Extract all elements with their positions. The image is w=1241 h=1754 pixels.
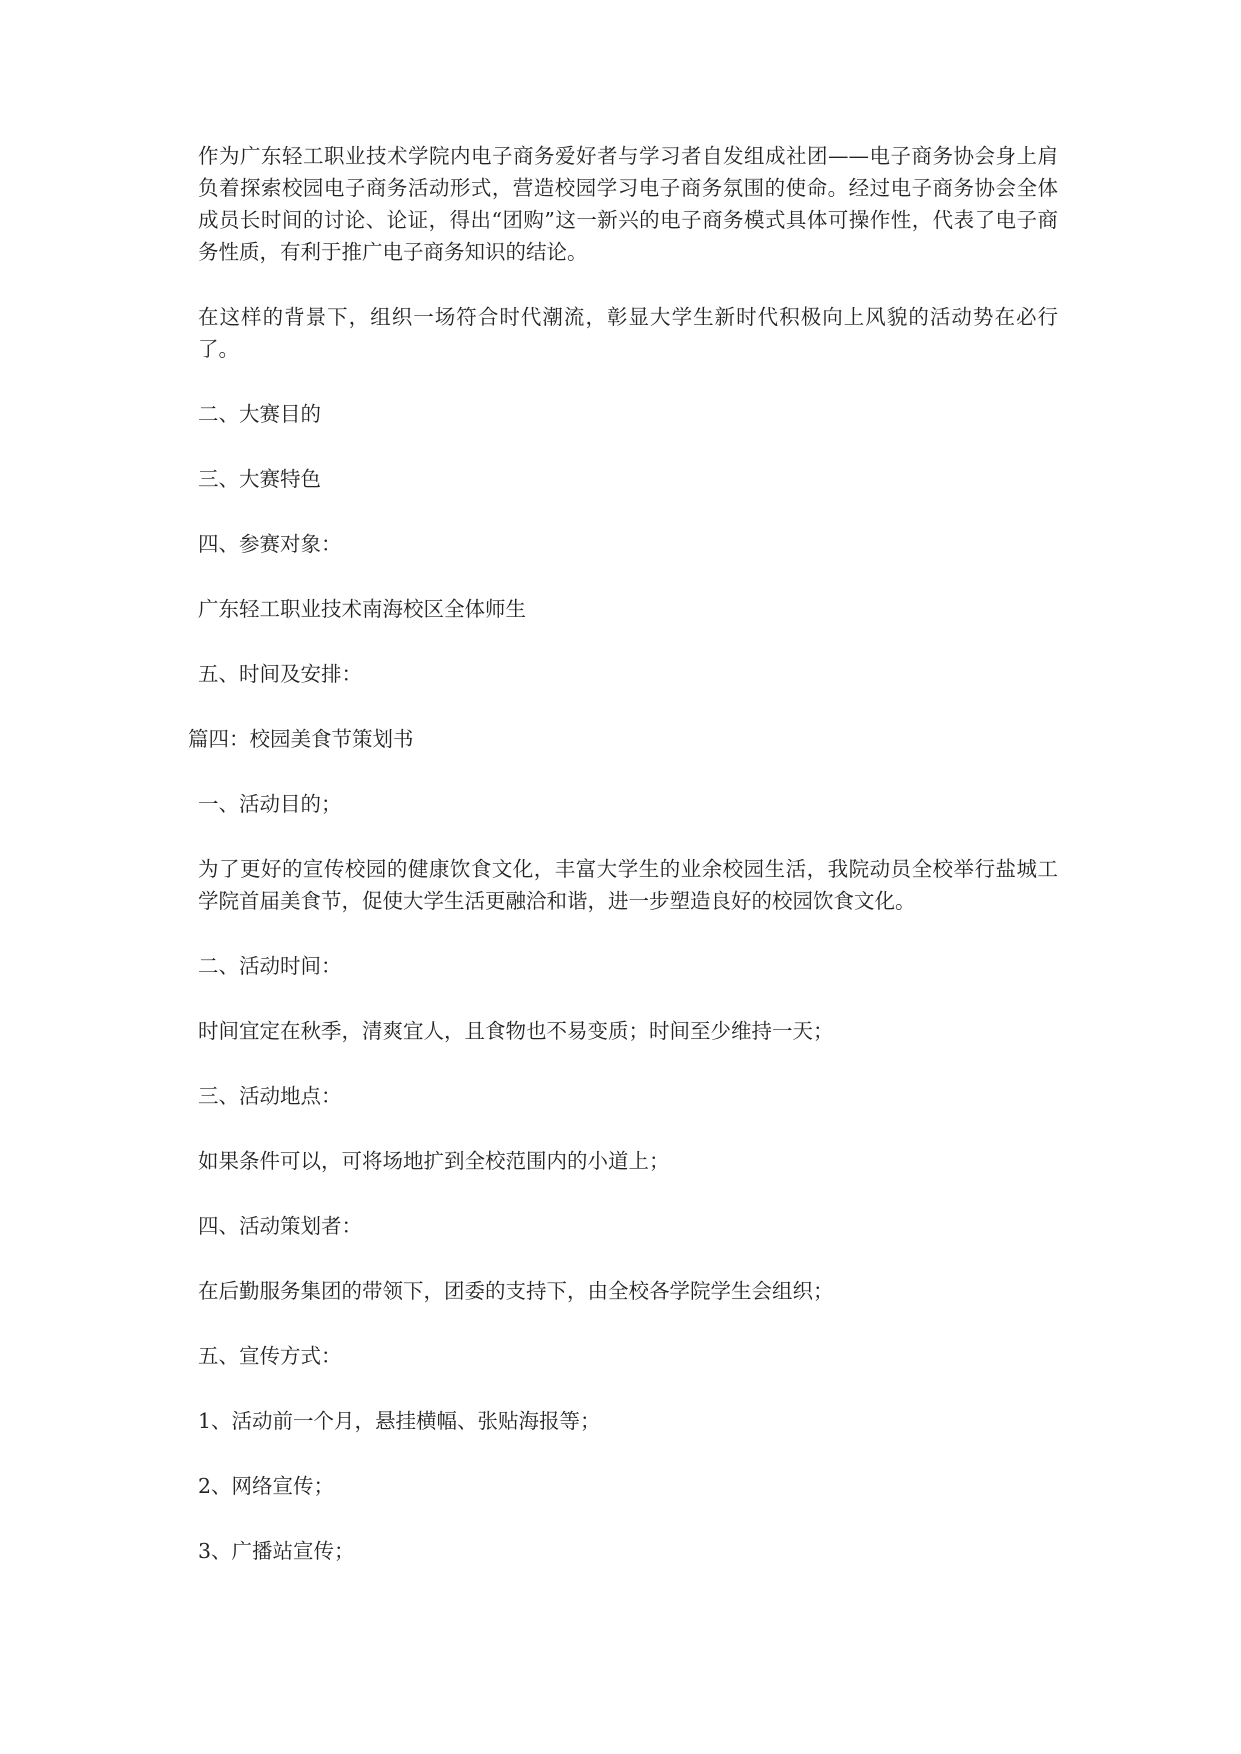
heading-contest-purpose: 二、大赛目的 xyxy=(198,402,321,426)
heading-schedule: 五、时间及安排： xyxy=(198,662,362,686)
heading-contest-features: 三、大赛特色 xyxy=(198,467,321,491)
list-item-publicity-2: 2、网络宣传； xyxy=(198,1474,335,1498)
heading-activity-time: 二、活动时间： xyxy=(198,954,342,978)
document-page xyxy=(188,140,1058,1600)
paragraph-activity-purpose: 为了更好的宣传校园的健康饮食文化，丰富大学生的业余校园生活，我院动员全校举行盐城工学院首届美食节，促使大学生活更融洽和谐，进一步塑造良好的校园饮食文化。 xyxy=(198,857,1058,913)
paragraph-activity-location: 如果条件可以，可将场地扩到全校范围内的小道上； xyxy=(198,1149,670,1173)
paragraph-participants: 广东轻工职业技术南海校区全体师生 xyxy=(198,597,526,621)
list-item-publicity-3: 3、广播站宣传； xyxy=(198,1539,355,1563)
paragraph-activity-planner: 在后勤服务集团的带领下，团委的支持下，由全校各学院学生会组织； xyxy=(198,1279,834,1303)
section-title-food-festival: 篇四：校园美食节策划书 xyxy=(188,727,414,751)
heading-participants: 四、参赛对象： xyxy=(198,532,342,556)
heading-activity-planner: 四、活动策划者： xyxy=(198,1214,362,1238)
paragraph-background-conclusion: 在这样的背景下，组织一场符合时代潮流，彰显大学生新时代积极向上风貌的活动势在必行了。 xyxy=(198,305,1058,361)
heading-activity-location: 三、活动地点： xyxy=(198,1084,342,1108)
list-item-publicity-1: 1、活动前一个月，悬挂横幅、张贴海报等； xyxy=(198,1409,601,1433)
paragraph-background-intro: 作为广东轻工职业技术学院内电子商务爱好者与学习者自发组成社团——电子商务协会身上肩负着探索校园电子商务活动形式，营造校园学习电子商务氛围的使命。经过电子商务协会全体成员长时间的讨论、论证，得出“团购”这一新兴的电子商务模式具体可操作性，代表了电子商务性质，有利于推广电子商务知识的结论。 xyxy=(198,144,1058,264)
heading-activity-purpose: 一、活动目的； xyxy=(198,792,342,816)
heading-publicity-methods: 五、宣传方式： xyxy=(198,1344,342,1368)
paragraph-activity-time: 时间宜定在秋季，清爽宜人，且食物也不易变质；时间至少维持一天； xyxy=(198,1019,834,1043)
